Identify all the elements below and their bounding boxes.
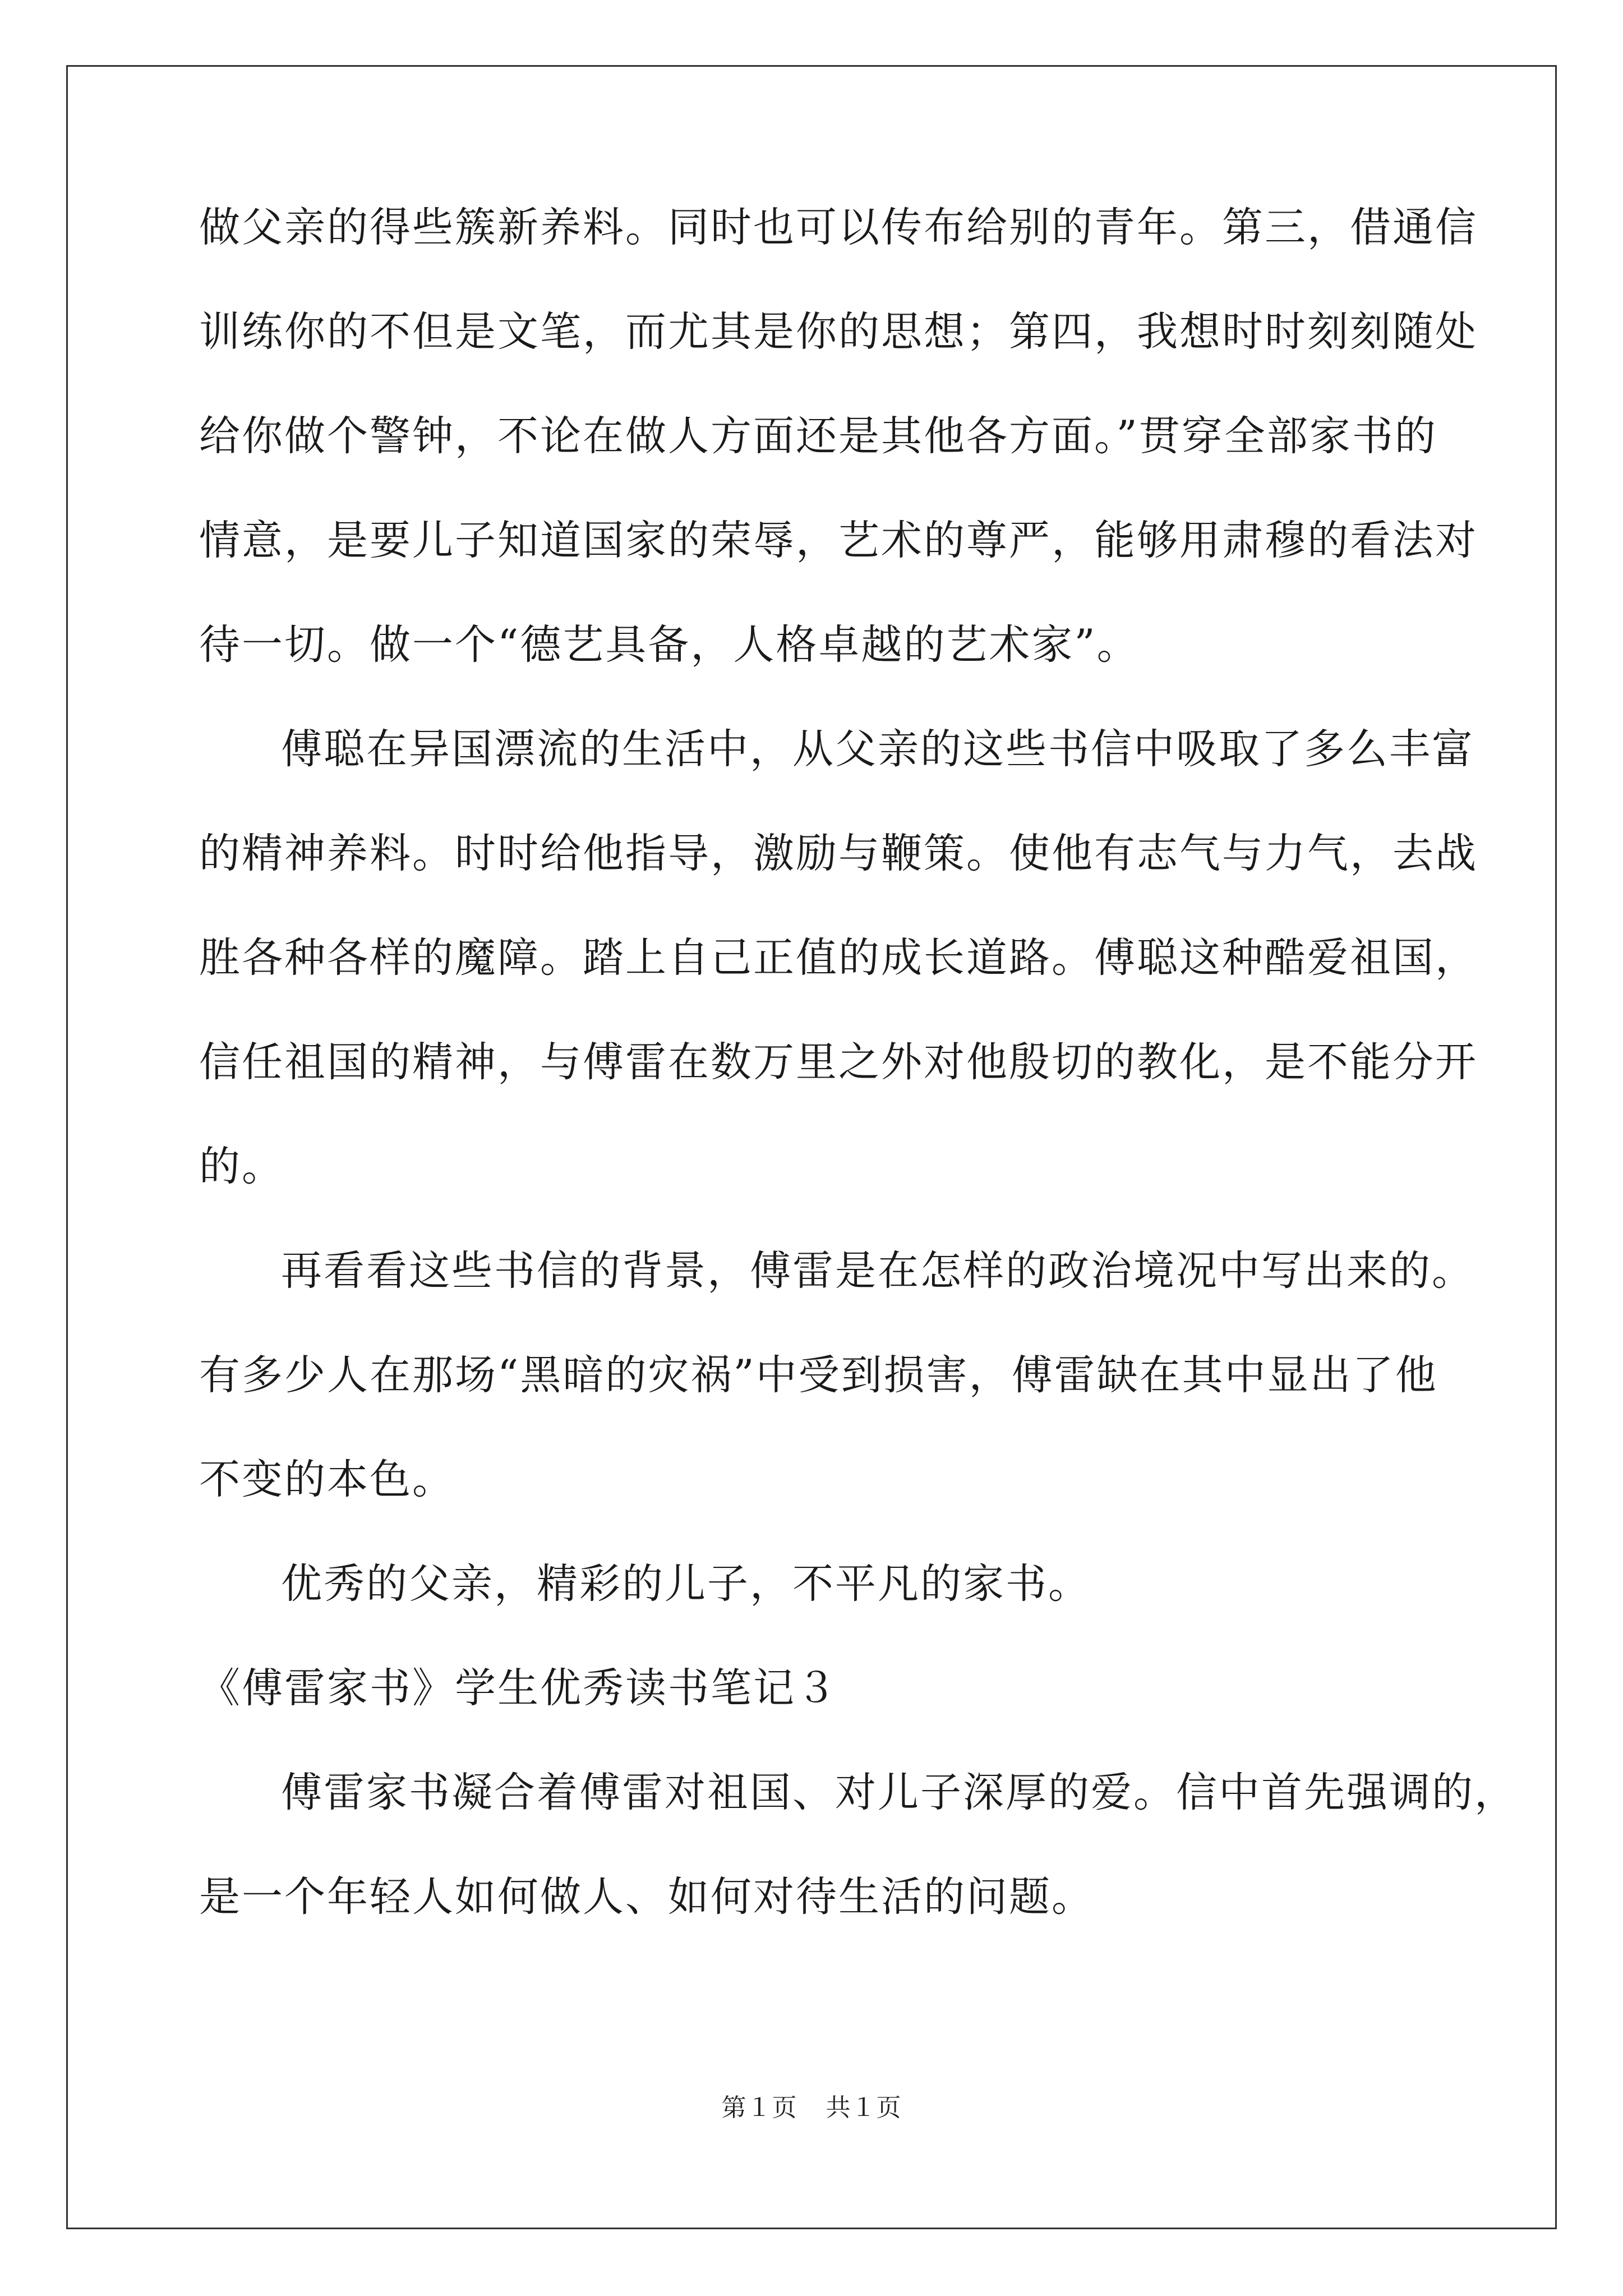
page-total: 共１页: [826, 2093, 902, 2122]
text-line: 做父亲的得些簇新养料。同时也可以传布给别的青年。第三，借通信: [199, 204, 1478, 251]
paragraph-start-line: 傅雷家书凝合着傅雷对祖国、对儿子深厚的爱。信中首先强调的，: [281, 1769, 1517, 1816]
paragraph-start-line: 傅聪在异国漂流的生活中，从父亲的这些书信中吸取了多么丰富: [281, 725, 1474, 773]
document-body: [199, 202, 1517, 1923]
text-line: 给你做个警钟，不论在做人方面还是其他各方面。”贯穿全部家书的: [199, 412, 1437, 460]
text-line: 训练你的不但是文笔，而尤其是你的思想；第四，我想时时刻刻随处: [199, 308, 1478, 356]
paragraph-start-line: 再看看这些书信的背景，傅雷是在怎样的政治境况中写出来的。: [281, 1247, 1474, 1295]
paragraph-start-line: 优秀的父亲，精彩的儿子，不平凡的家书。: [281, 1560, 1091, 1608]
text-line: 不变的本色。: [199, 1456, 455, 1503]
text-line: 有多少人在那场“黑暗的灾祸”中受到损害，傅雷缺在其中显出了他: [199, 1351, 1438, 1399]
text-line: 待一切。做一个“德艺具备，人格卓越的艺术家”。: [199, 621, 1140, 669]
text-line: 情意，是要儿子知道国家的荣辱，艺术的尊严，能够用肃穆的看法对: [199, 517, 1478, 564]
text-line: 的。: [199, 1143, 284, 1190]
text-line: 是一个年轻人如何做人、如何对待生活的问题。: [199, 1873, 1094, 1921]
page-number: 第１页: [721, 2093, 797, 2122]
text-line: 胜各种各样的魔障。踏上自己正值的成长道路。傅聪这种酷爱祖国，: [199, 934, 1478, 982]
text-line: 信任祖国的精神，与傅雷在数万里之外对他殷切的教化，是不能分开: [199, 1038, 1478, 1086]
page-footer: [0, 2092, 1623, 2124]
text-line: 的精神养料。时时给他指导，激励与鞭策。使他有志气与力气，去战: [199, 830, 1478, 877]
section-heading: 《傅雷家书》学生优秀读书笔记３: [199, 1664, 838, 1712]
